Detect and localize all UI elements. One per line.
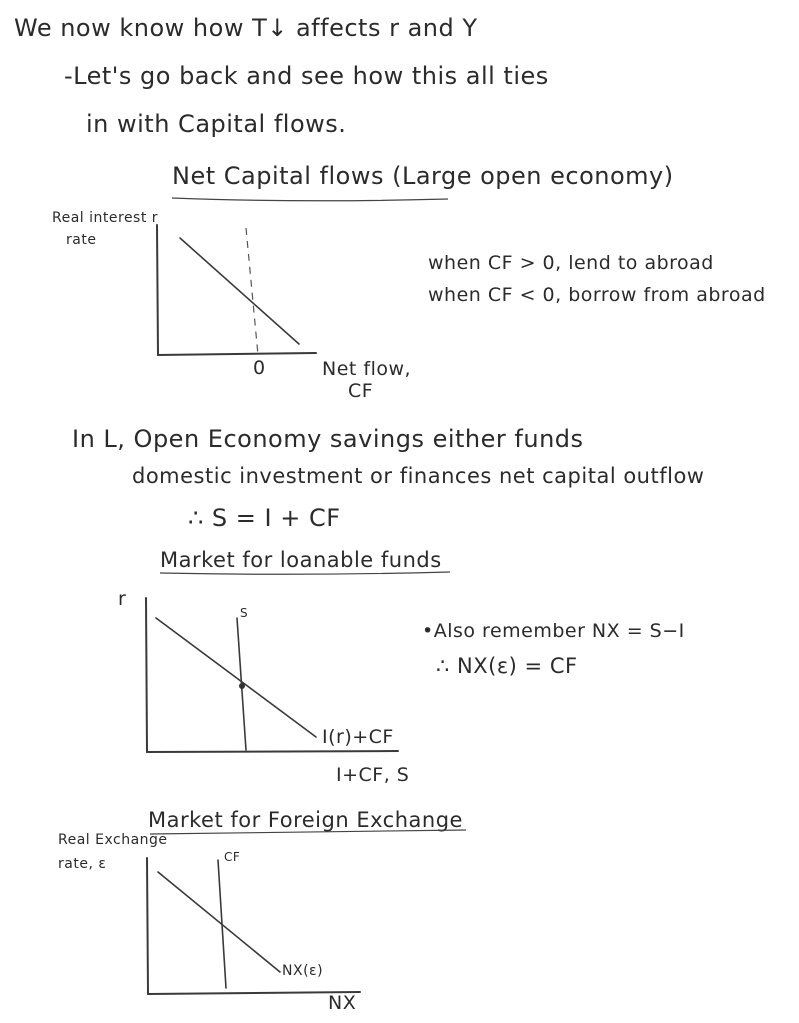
nx-remember-note: •Also remember NX = S−I (422, 620, 685, 642)
foreign-exchange-graph (147, 858, 360, 994)
graph2-x-label: I+CF, S (336, 764, 410, 786)
graph2-y-axis (146, 598, 147, 752)
loanable-funds-title: Market for loanable funds (160, 548, 442, 572)
graph3-y-label-2: rate, ε (58, 856, 107, 872)
graph2-equilibrium (239, 683, 245, 689)
loanable-funds-graph (146, 598, 398, 752)
intro-line-2: -Let's go back and see how this all ties (64, 62, 549, 90)
net-capital-flows-underline (172, 198, 448, 201)
bullet-cf-negative: when CF < 0, borrow from abroad (428, 284, 766, 306)
graph1-y-axis (157, 225, 158, 355)
graph1-zero-label: 0 (253, 357, 266, 379)
graph2-demand-label: I(r)+CF (322, 726, 394, 748)
graph1-y-label-2: rate (66, 232, 97, 248)
graph3-x-label: NX (328, 992, 357, 1014)
net-capital-flows-graph (157, 225, 316, 355)
graph1-zero-line (246, 228, 258, 355)
graph1-x-axis (158, 353, 316, 355)
graph2-demand-curve (156, 618, 316, 737)
bullet-cf-positive: when CF > 0, lend to abroad (428, 252, 714, 274)
graph2-supply-label: S (240, 606, 249, 620)
graph2-x-axis (147, 751, 398, 752)
intro-line-1: We now know how T↓ affects r and Y (14, 14, 478, 42)
graph3-demand-label: NX(ε) (282, 963, 324, 979)
graph2-y-label: r (118, 588, 127, 610)
open-economy-line-2: domestic investment or finances net capital outflow (132, 464, 705, 488)
open-economy-line-1: In L, Open Economy savings either funds (72, 425, 584, 453)
loanable-funds-underline (160, 572, 450, 574)
graph3-x-axis (148, 992, 360, 994)
graph1-x-label-1: Net flow, (322, 358, 412, 380)
intro-line-3: in with Capital flows. (86, 110, 347, 138)
graph3-y-axis (147, 858, 148, 994)
net-capital-flows-title: Net Capital flows (Large open economy) (172, 162, 674, 190)
foreign-exchange-title: Market for Foreign Exchange (148, 808, 463, 832)
foreign-exchange-underline (150, 830, 466, 834)
savings-identity: ∴ S = I + CF (188, 504, 341, 532)
graph1-y-label-1: Real interest r (52, 210, 159, 226)
graph3-y-label-1: Real Exchange (58, 832, 168, 848)
graph1-x-label-2: CF (348, 380, 374, 402)
graph1-cf-curve (180, 238, 299, 344)
graph3-supply-label: CF (224, 850, 241, 864)
nx-equals-cf: ∴ NX(ε) = CF (436, 654, 578, 678)
